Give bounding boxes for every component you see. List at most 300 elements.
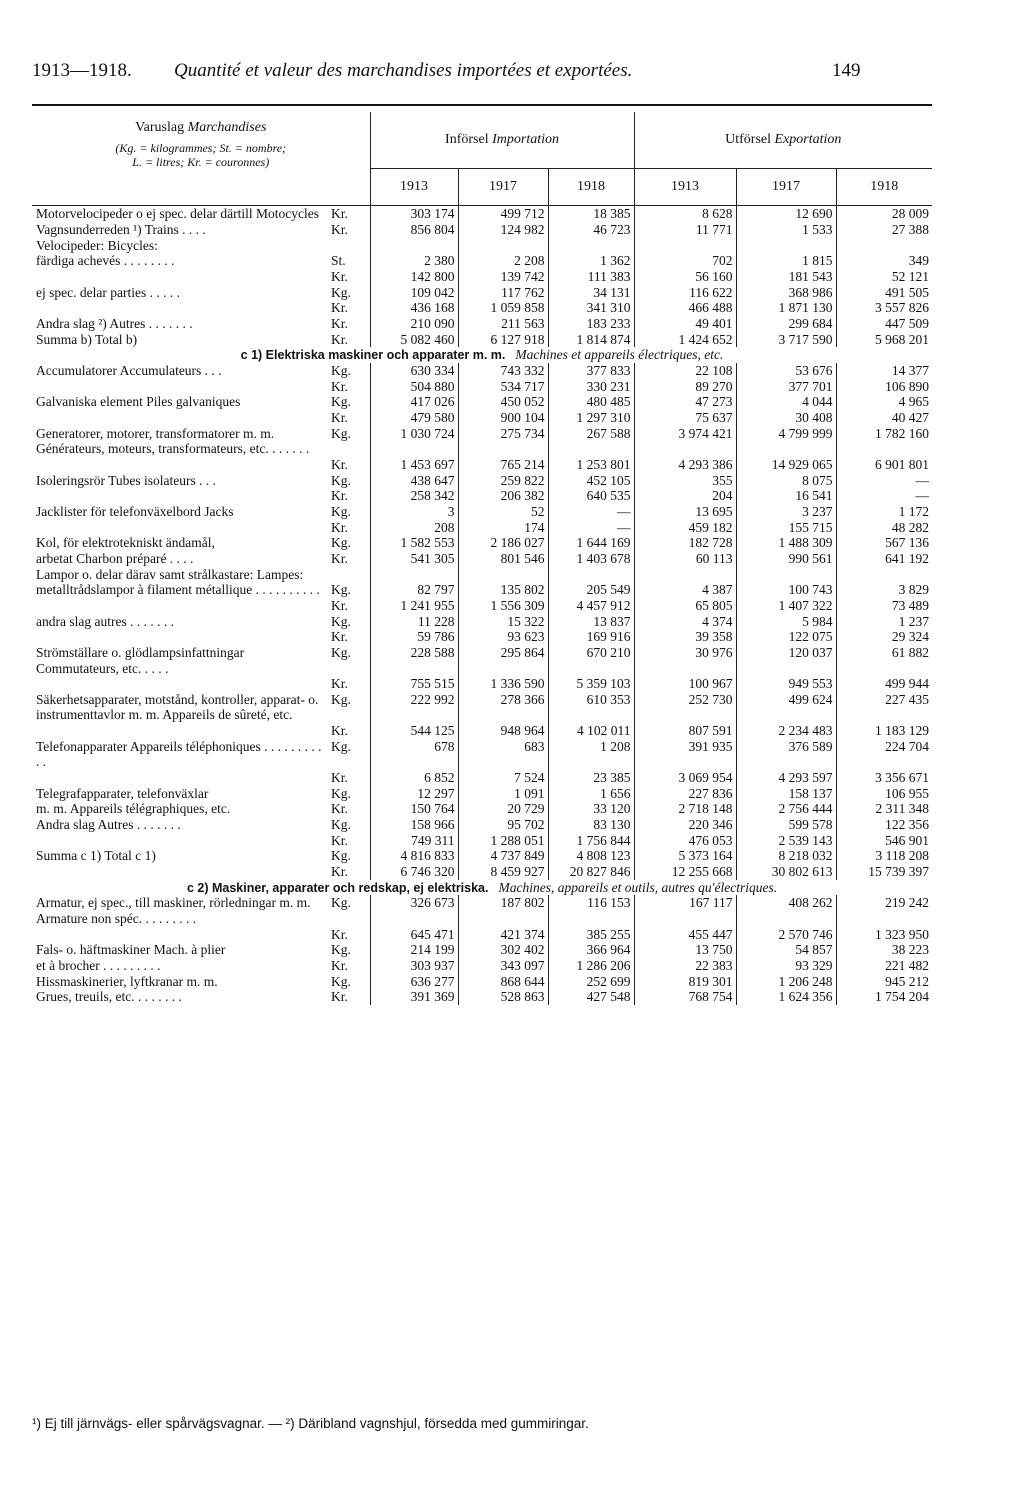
table-head-row-1 <box>32 112 932 169</box>
row-value: 53 676 <box>736 363 836 379</box>
row-value: 391 369 <box>370 989 458 1005</box>
row-value: 158 966 <box>370 817 458 833</box>
row-unit: Kr. <box>328 457 370 473</box>
row-value: 2 208 <box>458 253 548 269</box>
row-value: 743 332 <box>458 363 548 379</box>
row-value: 1 297 310 <box>548 410 634 426</box>
row-value: 54 857 <box>736 942 836 958</box>
row-value: 158 137 <box>736 786 836 802</box>
row-value: 221 482 <box>885 957 930 973</box>
row-value: 417 026 <box>370 394 458 410</box>
row-value: 56 160 <box>634 269 736 285</box>
row-value: 30 408 <box>736 410 836 426</box>
row-label: Kol, för elektrotekniskt ändamål, <box>36 535 215 551</box>
row-value: 385 255 <box>548 927 634 943</box>
row-value: 39 358 <box>634 629 736 645</box>
row-value: 124 982 <box>458 222 548 238</box>
export-sv: Utförsel <box>725 132 772 147</box>
row-value: 408 262 <box>736 895 836 926</box>
row-value: 2 539 143 <box>736 833 836 849</box>
row-value: 528 863 <box>458 989 548 1005</box>
row-value: 670 210 <box>548 645 634 676</box>
row-value: 768 754 <box>634 989 736 1005</box>
row-value: 111 383 <box>548 269 634 285</box>
row-value: 15 739 397 <box>868 864 930 880</box>
row-value: 377 833 <box>548 363 634 379</box>
row-value: 1 403 678 <box>548 551 634 567</box>
row-value <box>634 567 736 583</box>
row-value: 2 756 444 <box>736 801 836 817</box>
row-value: 349 <box>908 253 930 269</box>
row-value: 227 836 <box>634 786 736 802</box>
row-value: 447 509 <box>885 316 930 332</box>
import-fr: Importation <box>492 132 559 147</box>
table-row <box>32 864 932 880</box>
row-value: 1 323 950 <box>875 926 930 942</box>
row-value: 4 293 597 <box>736 770 836 786</box>
row-value: 100 967 <box>634 676 736 692</box>
table-row <box>32 614 932 630</box>
row-label: metalltrådslampor à filament métallique . . . . . . . . . . <box>36 582 320 598</box>
section-heading-sv: c 1) Elektriska maskiner och apparater m. m. <box>240 348 506 363</box>
row-label: Hissmaskinerier, lyftkranar m. m. <box>36 973 218 989</box>
row-value: 1 624 356 <box>736 989 836 1005</box>
row-value: 636 277 <box>370 974 458 990</box>
row-value: 1 059 858 <box>458 300 548 316</box>
row-value: 214 199 <box>370 942 458 958</box>
row-value: 252 699 <box>548 974 634 990</box>
row-value: 1 453 697 <box>370 457 458 473</box>
table-row <box>32 645 932 676</box>
row-value: 4 102 011 <box>548 723 634 739</box>
table-row <box>32 989 932 1005</box>
table-row <box>32 316 932 332</box>
table-row <box>32 833 932 849</box>
row-value: 12 297 <box>370 786 458 802</box>
row-value: 499 624 <box>736 692 836 723</box>
row-value: 7 524 <box>458 770 548 786</box>
row-value: 678 <box>370 739 458 770</box>
row-value: 8 218 032 <box>736 848 836 864</box>
top-rule <box>32 104 932 106</box>
row-value: 755 515 <box>370 676 458 692</box>
section-heading <box>32 347 932 363</box>
row-value: 8 628 <box>634 206 736 222</box>
desc-head <box>32 112 370 206</box>
row-label: Grues, treuils, etc. . . . . . . . <box>36 989 182 1005</box>
row-value: 1 644 169 <box>548 535 634 551</box>
row-unit: Kg. <box>328 285 370 301</box>
row-label: andra slag autres . . . . . . . <box>36 613 174 629</box>
row-value: 1 782 160 <box>875 425 930 441</box>
row-value: 1 407 322 <box>736 598 836 614</box>
row-value: 11 771 <box>634 222 736 238</box>
row-value: 150 764 <box>370 801 458 817</box>
row-value: 142 800 <box>370 269 458 285</box>
row-value: 900 104 <box>458 410 548 426</box>
table-row <box>32 692 932 723</box>
row-label <box>32 770 328 786</box>
row-value: 683 <box>458 739 548 770</box>
row-label: Summa c 1) Total c 1) <box>36 848 156 864</box>
table-row <box>32 801 932 817</box>
row-value: 204 <box>634 488 736 504</box>
row-value: 2 311 348 <box>875 801 930 817</box>
row-value: — <box>915 488 930 504</box>
row-value: 868 644 <box>458 974 548 990</box>
row-unit: Kg. <box>328 473 370 489</box>
row-value: 436 168 <box>370 300 458 316</box>
row-value: 22 108 <box>634 363 736 379</box>
row-value: 220 346 <box>634 817 736 833</box>
row-value: 29 324 <box>891 629 930 645</box>
row-value: 73 489 <box>891 597 930 613</box>
row-value: 1 488 309 <box>736 535 836 551</box>
row-value: 452 105 <box>548 473 634 489</box>
row-unit: Kr. <box>328 801 370 817</box>
row-unit: Kg. <box>328 426 370 457</box>
row-value: 1 286 206 <box>548 958 634 974</box>
table-row <box>32 942 932 958</box>
row-value <box>548 567 634 583</box>
row-value: 2 186 027 <box>458 535 548 551</box>
import-head <box>370 112 634 169</box>
row-value: 4 457 912 <box>548 598 634 614</box>
row-value: 12 690 <box>736 206 836 222</box>
row-value <box>836 567 932 583</box>
row-value: 227 435 <box>885 691 930 707</box>
desc-units-1: (Kg. = kilogrammes; St. = nombre; <box>115 141 287 156</box>
row-value: 1 756 844 <box>548 833 634 849</box>
row-label <box>32 864 328 880</box>
row-unit: Kr. <box>328 833 370 849</box>
row-value: 275 734 <box>458 426 548 457</box>
import-sv: Införsel <box>445 132 489 147</box>
row-value <box>836 238 932 254</box>
row-label: Telegrafapparater, telefonväxlar <box>36 785 209 801</box>
table-row <box>32 394 932 410</box>
row-value: 1 206 248 <box>736 974 836 990</box>
row-value: 427 548 <box>548 989 634 1005</box>
row-value: 3 974 421 <box>634 426 736 457</box>
row-label: Generatorer, motorer, transformatorer m. m. Générateurs, moteurs, transformateurs, etc. . . . . . . <box>36 425 310 457</box>
table-row <box>32 958 932 974</box>
row-value: 801 546 <box>458 551 548 567</box>
row-value: 48 282 <box>891 519 930 535</box>
row-value: 1 253 801 <box>548 457 634 473</box>
row-value: 1 241 955 <box>370 598 458 614</box>
row-value: 40 427 <box>891 410 930 425</box>
row-value: 117 762 <box>458 285 548 301</box>
table-row <box>32 848 932 864</box>
row-unit: Kr. <box>328 316 370 332</box>
row-value: 1 533 <box>736 222 836 238</box>
row-label <box>32 300 328 316</box>
row-value: 11 228 <box>370 614 458 630</box>
row-label: Telefonapparater Appareils téléphoniques . . . . . . . . . . . <box>36 738 322 770</box>
desc-units-2: L. = litres; Kr. = couronnes) <box>132 155 270 170</box>
row-label: färdiga achevés . . . . . . . . <box>36 253 175 269</box>
row-value: 252 730 <box>634 692 736 723</box>
row-value: — <box>548 520 634 536</box>
row-value: 330 231 <box>548 379 634 395</box>
row-unit: Kg. <box>328 942 370 958</box>
row-value <box>736 567 836 583</box>
row-value: 5 373 164 <box>634 848 736 864</box>
table-row <box>32 473 932 489</box>
row-value: 948 964 <box>458 723 548 739</box>
row-unit: Kg. <box>328 394 370 410</box>
row-value: 1 336 590 <box>458 676 548 692</box>
row-value: 116 153 <box>548 895 634 926</box>
row-label: Strömställare o. glödlampsinfattningar Commutateurs, etc. . . . . <box>36 644 245 676</box>
row-label <box>32 520 328 536</box>
row-unit: Kr. <box>328 488 370 504</box>
row-value: 807 591 <box>634 723 736 739</box>
row-value: 75 637 <box>634 410 736 426</box>
row-value: 567 136 <box>885 535 930 551</box>
export-head <box>634 112 932 169</box>
row-value: 183 233 <box>548 316 634 332</box>
row-value: 1 556 309 <box>458 598 548 614</box>
row-value: 546 901 <box>885 832 930 848</box>
row-label: Summa b) Total b) <box>36 331 138 347</box>
row-label: et à brocher . . . . . . . . . <box>36 957 161 973</box>
row-unit: Kr. <box>328 598 370 614</box>
row-value: 89 270 <box>634 379 736 395</box>
row-value: 60 113 <box>634 551 736 567</box>
row-value: 122 075 <box>736 629 836 645</box>
row-value: 3 356 671 <box>875 770 930 786</box>
table-row <box>32 598 932 614</box>
year-export-1917: 1917 <box>736 169 836 206</box>
row-value: 1 754 204 <box>875 989 930 1005</box>
row-value: 4 799 999 <box>736 426 836 457</box>
footnote: ¹) Ej till järnvägs- eller spårvägsvagnar. — ²) Däribland vagnshjul, försedda med gummiringar. <box>32 1416 589 1431</box>
row-value: 377 701 <box>736 379 836 395</box>
row-value: 205 549 <box>548 582 634 598</box>
year-export-1913: 1913 <box>634 169 736 206</box>
row-value: 4 737 849 <box>458 848 548 864</box>
row-value: 480 485 <box>548 394 634 410</box>
table-row <box>32 363 932 379</box>
commodity-table <box>32 112 932 1005</box>
table-row <box>32 269 932 285</box>
section-heading <box>32 880 932 896</box>
row-value: 1 172 <box>898 503 930 519</box>
row-value: 14 377 <box>891 363 930 379</box>
row-value: 83 130 <box>548 817 634 833</box>
row-value: 819 301 <box>634 974 736 990</box>
row-unit: Kg. <box>328 817 370 833</box>
row-unit: Kg. <box>328 895 370 926</box>
row-label: ej spec. delar parties . . . . . <box>36 284 180 300</box>
row-value: 174 <box>458 520 548 536</box>
page-number: 149 <box>832 60 861 81</box>
table-row <box>32 504 932 520</box>
row-unit: Kr. <box>328 332 370 348</box>
table-row <box>32 927 932 943</box>
row-value: 645 471 <box>370 927 458 943</box>
row-value: 106 955 <box>885 785 930 801</box>
row-value: 13 837 <box>548 614 634 630</box>
row-value: 4 387 <box>634 582 736 598</box>
row-value: 949 553 <box>736 676 836 692</box>
row-value: 1 656 <box>548 786 634 802</box>
table-row <box>32 426 932 457</box>
row-value: 210 090 <box>370 316 458 332</box>
row-value: 6 746 320 <box>370 864 458 880</box>
row-value: 22 383 <box>634 958 736 974</box>
row-value: 187 802 <box>458 895 548 926</box>
row-unit: Kr. <box>328 989 370 1005</box>
desc-title-fr: Marchandises <box>187 120 267 135</box>
row-value: 1 030 724 <box>370 426 458 457</box>
row-value: 4 293 386 <box>634 457 736 473</box>
row-value: 61 882 <box>891 644 930 660</box>
row-label: Vagnsunderreden ¹) Trains . . . . <box>36 222 206 238</box>
row-label <box>32 723 328 739</box>
year-import-1913: 1913 <box>370 169 458 206</box>
desc-title-sv: Varuslag <box>135 120 185 135</box>
row-unit: Kg. <box>328 504 370 520</box>
row-unit: Kr. <box>328 379 370 395</box>
row-value: 8 075 <box>736 473 836 489</box>
row-value: 6 127 918 <box>458 332 548 348</box>
row-value: 95 702 <box>458 817 548 833</box>
section-heading-row <box>32 347 932 363</box>
row-label: Galvaniska element Piles galvaniques <box>36 394 241 410</box>
row-unit: Kg. <box>328 974 370 990</box>
row-value: 120 037 <box>736 645 836 676</box>
row-unit: Kr. <box>328 629 370 645</box>
table-row <box>32 974 932 990</box>
row-value: 139 742 <box>458 269 548 285</box>
row-value <box>458 567 548 583</box>
row-unit: Kr. <box>328 300 370 316</box>
row-unit: Kr. <box>328 723 370 739</box>
row-value: 20 827 846 <box>548 864 634 880</box>
row-value: 135 802 <box>458 582 548 598</box>
row-label <box>32 457 328 473</box>
row-value: 376 589 <box>736 739 836 770</box>
row-unit: Kr. <box>328 410 370 426</box>
row-value: 1 183 129 <box>875 723 930 739</box>
row-unit: Kg. <box>328 582 370 598</box>
row-value: 391 935 <box>634 739 736 770</box>
row-label: arbetat Charbon préparé . . . . <box>36 550 194 566</box>
row-value: 3 829 <box>898 582 930 598</box>
row-value: 30 802 613 <box>736 864 836 880</box>
row-value: 366 964 <box>548 942 634 958</box>
row-value: 65 805 <box>634 598 736 614</box>
row-label: Armatur, ej spec., till maskiner, rörledningar m. m. Armature non spéc. . . . . . . . . <box>36 895 311 926</box>
export-fr: Exportation <box>774 132 842 147</box>
row-unit: Kr. <box>328 958 370 974</box>
row-value: 1 424 652 <box>634 332 736 348</box>
row-label: Isoleringsrör Tubes isolateurs . . . <box>36 472 216 488</box>
row-label: Accumulatorer Accumulateurs . . . <box>36 363 222 379</box>
table-row <box>32 206 932 222</box>
table-row <box>32 457 932 473</box>
row-value: 2 570 746 <box>736 927 836 943</box>
row-value: 4 808 123 <box>548 848 634 864</box>
table-row <box>32 332 932 348</box>
row-label <box>32 833 328 849</box>
row-unit: Kg. <box>328 739 370 770</box>
row-value: 341 310 <box>548 300 634 316</box>
row-value: 3 557 826 <box>875 300 930 316</box>
row-value: 93 623 <box>458 629 548 645</box>
row-value: 116 622 <box>634 285 736 301</box>
section-heading-sv: c 2) Maskiner, apparater och redskap, ej elektriska. <box>186 880 489 895</box>
table-row <box>32 520 932 536</box>
row-value: 641 192 <box>885 550 930 566</box>
row-value: 2 380 <box>370 253 458 269</box>
row-value: 476 053 <box>634 833 736 849</box>
row-value: 34 131 <box>548 285 634 301</box>
row-value: 3 069 954 <box>634 770 736 786</box>
row-value: 1 362 <box>548 253 634 269</box>
row-value: 13 750 <box>634 942 736 958</box>
table-row <box>32 739 932 770</box>
row-value: 206 382 <box>458 488 548 504</box>
row-value: 167 117 <box>634 895 736 926</box>
row-value <box>370 238 458 254</box>
row-value: 3 717 590 <box>736 332 836 348</box>
row-unit: Kg. <box>328 535 370 551</box>
section-heading-row <box>32 880 932 896</box>
row-label: Motorvelocipeder o ej spec. delar därtill Motocycles <box>36 206 320 222</box>
row-value: 46 723 <box>548 222 634 238</box>
row-value: 1 091 <box>458 786 548 802</box>
table-row <box>32 379 932 395</box>
row-value: 182 728 <box>634 535 736 551</box>
row-value: 4 374 <box>634 614 736 630</box>
row-value: 30 976 <box>634 645 736 676</box>
header-years: 1913—1918. <box>32 60 132 81</box>
row-value: 258 342 <box>370 488 458 504</box>
row-value: 52 <box>458 504 548 520</box>
row-value: 303 174 <box>370 206 458 222</box>
row-label <box>32 269 328 285</box>
table-row <box>32 567 932 583</box>
row-value: 5 984 <box>736 614 836 630</box>
row-unit: Kr. <box>328 551 370 567</box>
row-label <box>32 598 328 614</box>
table-row <box>32 285 932 301</box>
row-value: 181 543 <box>736 269 836 285</box>
section-heading-fr: Machines et appareils électriques, etc. <box>515 347 724 363</box>
row-value: 856 804 <box>370 222 458 238</box>
row-value: 599 578 <box>736 817 836 833</box>
year-import-1917: 1917 <box>458 169 548 206</box>
row-value: 1 582 553 <box>370 535 458 551</box>
row-value: 52 121 <box>891 269 930 285</box>
row-value <box>458 238 548 254</box>
row-unit: Kg. <box>328 363 370 379</box>
row-value: 504 880 <box>370 379 458 395</box>
row-value: 640 535 <box>548 488 634 504</box>
row-value: 450 052 <box>458 394 548 410</box>
row-value: 14 929 065 <box>736 457 836 473</box>
row-value: 27 388 <box>891 222 930 238</box>
row-label <box>32 379 328 395</box>
row-value: 1 814 874 <box>548 332 634 348</box>
row-value <box>736 238 836 254</box>
row-label <box>32 927 328 943</box>
row-unit: Kr. <box>328 206 370 222</box>
